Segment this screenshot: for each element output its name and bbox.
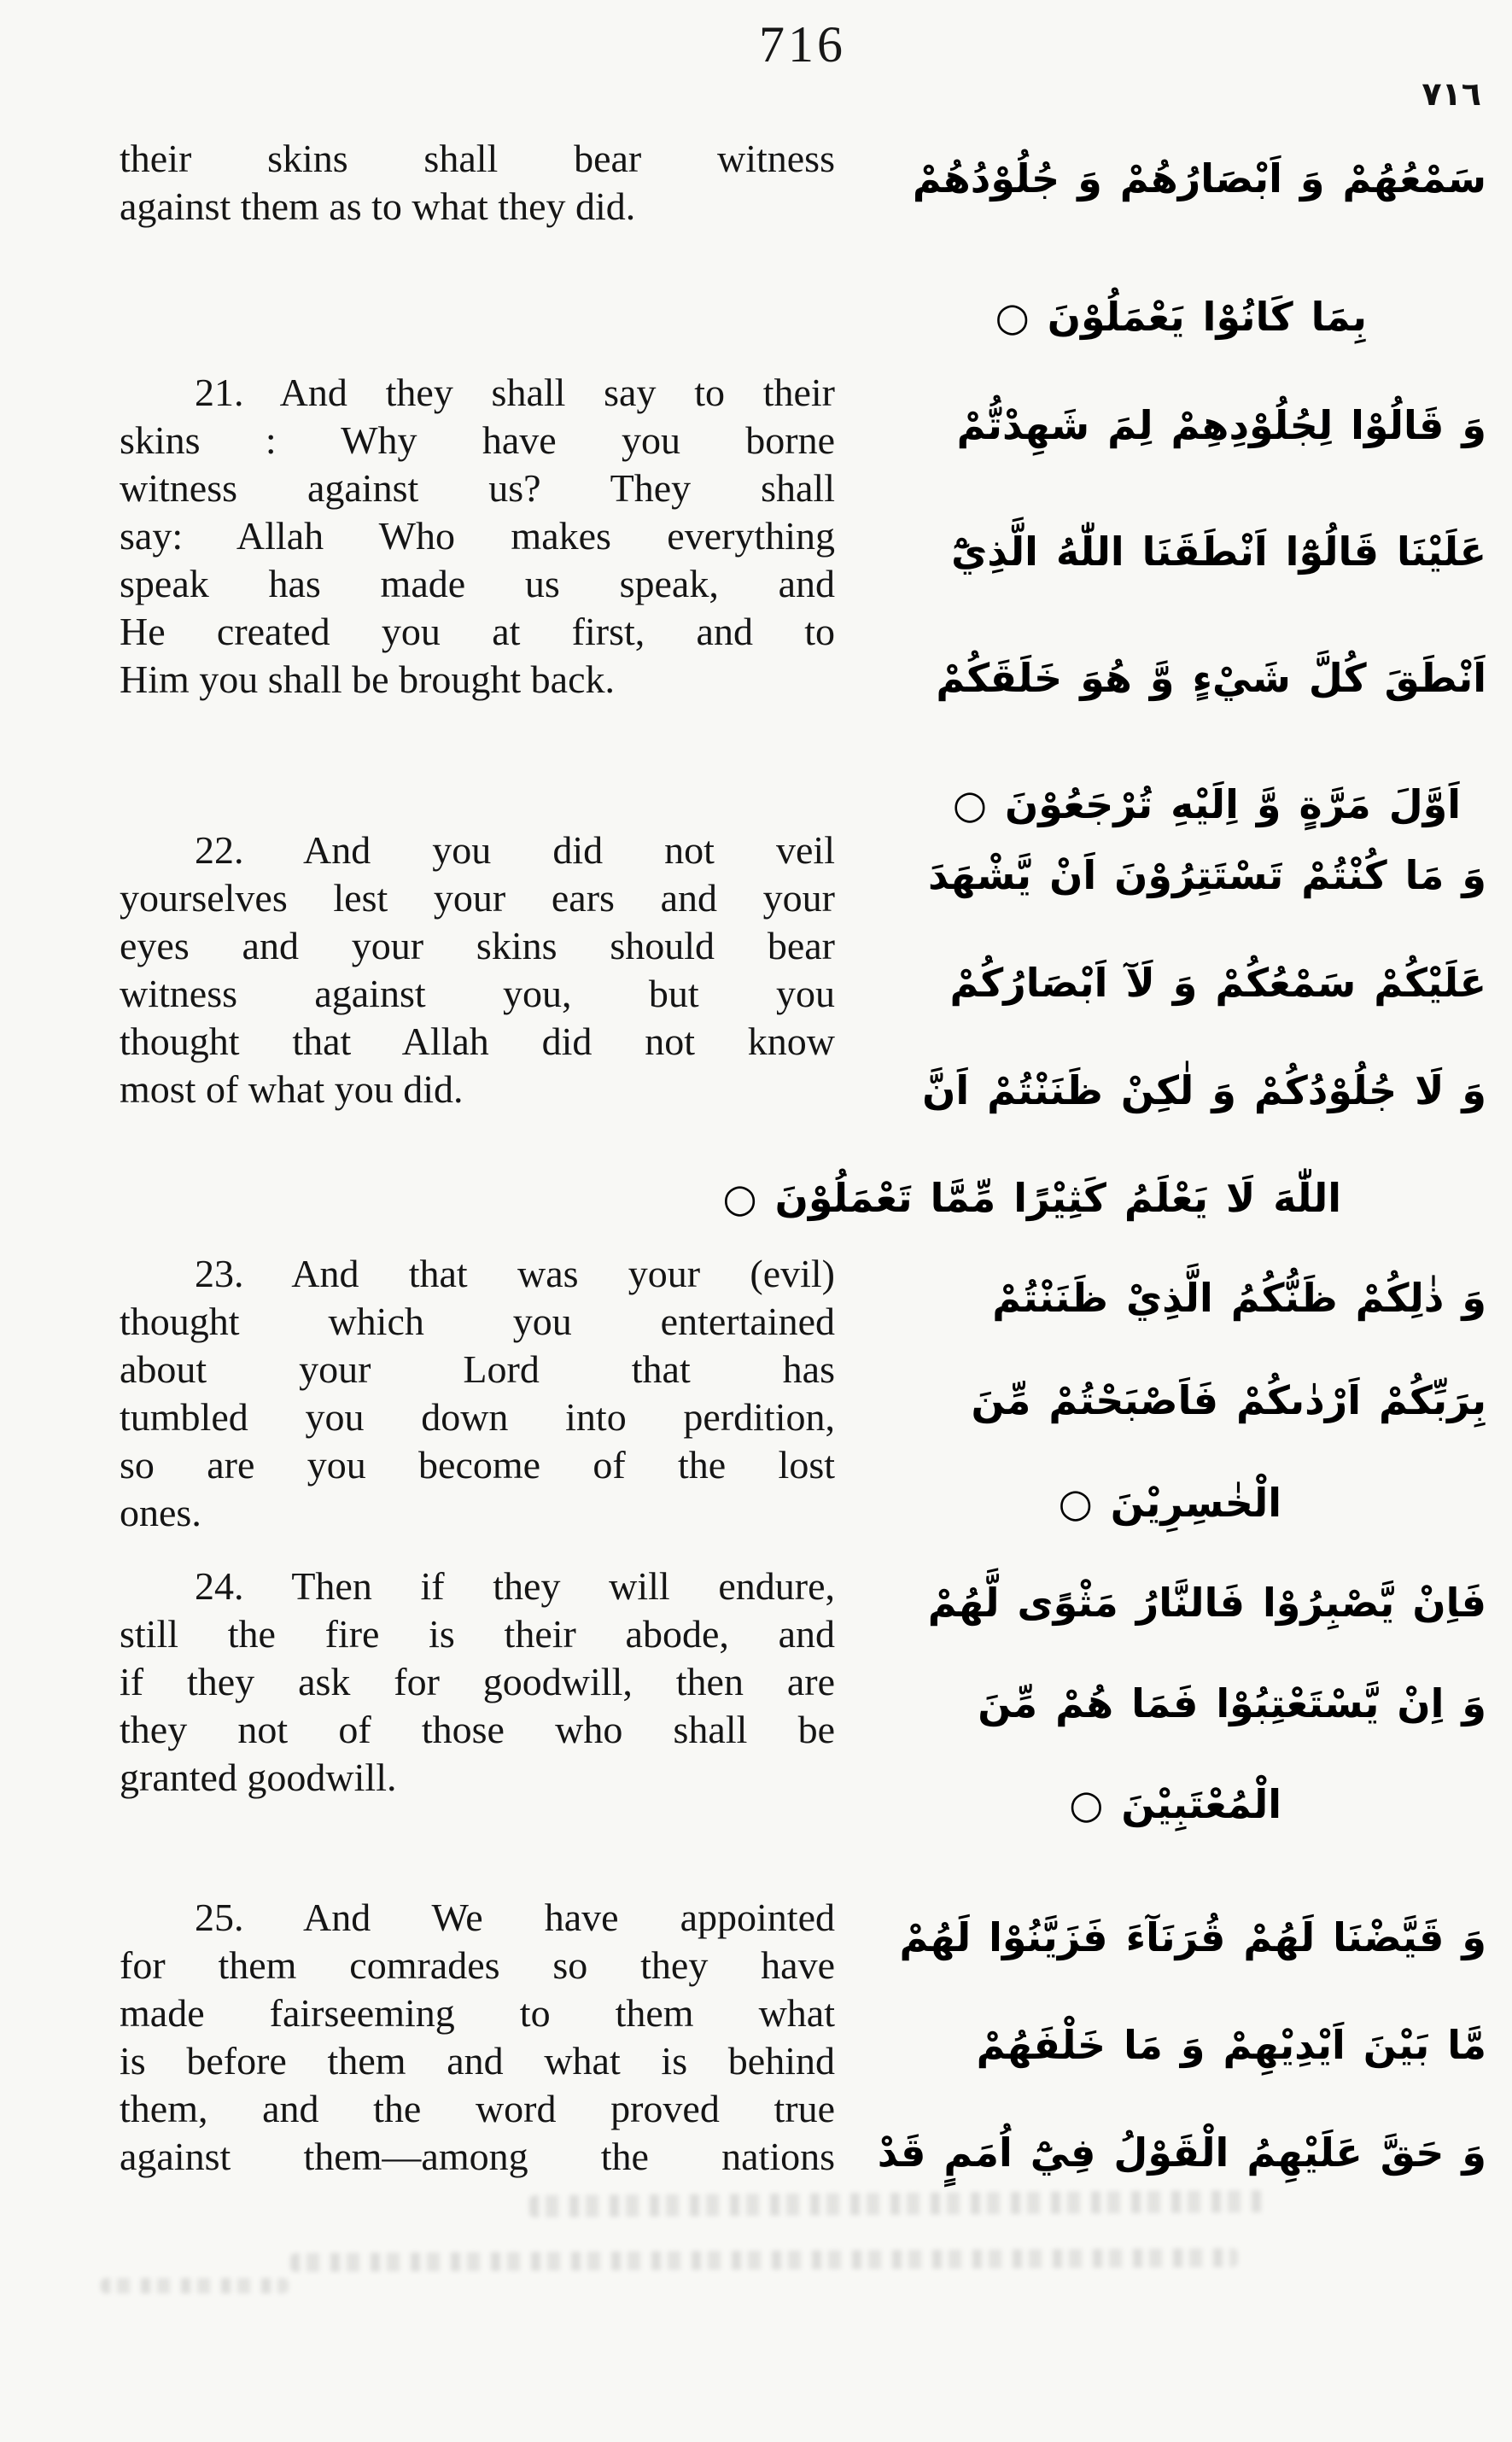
arabic-text-line: عَلَيْكُمْ سَمْعُكُمْ وَ لَآ اَبْصَارُكُمْ	[949, 960, 1486, 1006]
english-text-line: 23. And that was your (evil)	[195, 1252, 835, 1295]
arabic-text-line: وَ لَا جُلُوْدُكُمْ وَ لٰكِنْ ظَنَنْتُمْ اَنَّ	[922, 1067, 1486, 1113]
english-text-line: ones.	[120, 1491, 201, 1534]
arabic-text-line: مَّا بَيْنَ اَيْدِيْهِمْ وَ مَا خَلْفَهُمْ	[976, 2022, 1486, 2068]
arabic-verse-21	[855, 362, 1486, 868]
english-text-line: against them—among the nations	[120, 2135, 835, 2178]
arabic-text-line: الْخٰسِرِيْنَ ○	[1058, 1480, 1281, 1526]
arabic-verse-24	[855, 1552, 1486, 1855]
english-translation-verse-24	[120, 1563, 835, 1802]
english-text-line: witness against you, but you	[120, 972, 835, 1015]
english-text-line: witness against us? They shall	[120, 466, 835, 510]
english-text-line: their skins shall bear witness	[120, 137, 835, 180]
arabic-text-line: اللّٰهَ لَا يَعْلَمُ كَثِيْرًا مِّمَّا تَعْمَلُوْنَ ○	[722, 1175, 1341, 1221]
arabic-verse-25	[855, 1884, 1486, 2206]
english-text-line: so are you become of the lost	[120, 1443, 835, 1487]
english-text-line: 21. And they shall say to their	[195, 371, 835, 414]
english-text-line: for them comrades so they have	[120, 1943, 835, 1987]
english-text-line: say: Allah Who makes everything	[120, 514, 835, 558]
english-text-line: thought that Allah did not know	[120, 1019, 835, 1063]
english-text-line: most of what you did.	[120, 1067, 464, 1111]
arabic-text-line: وَ ذٰلِكُمْ ظَنُّكُمُ الَّذِيْ ظَنَنْتُمْ	[992, 1275, 1486, 1321]
arabic-text-line: الْمُعْتَبِيْنَ ○	[1069, 1781, 1281, 1827]
english-translation-verse-23	[120, 1250, 835, 1537]
arabic-text-line: اَوَّلَ مَرَّةٍ وَّ اِلَيْهِ تُرْجَعُوْنَ ○	[952, 781, 1461, 827]
arabic-text-line: وَ قَيَّضْنَا لَهُمْ قُرَنَآءَ فَزَيَّنُوْا لَهُمْ	[899, 1914, 1486, 1960]
arabic-text-line: فَاِنْ يَّصْبِرُوْا فَالنَّارُ مَثْوًى لَّهُمْ	[927, 1580, 1486, 1626]
english-text-line: if they ask for goodwill, then are	[120, 1660, 835, 1703]
english-text-line: 22. And you did not veil	[195, 828, 835, 872]
english-text-line: them, and the word proved true	[120, 2087, 835, 2130]
english-text-line: made fairseeming to them what	[120, 1991, 835, 2035]
bleed-through-artifact	[529, 2190, 1264, 2217]
english-text-line: 25. And We have appointed	[195, 1896, 835, 1939]
arabic-text-line: وَ مَا كُنْتُمْ تَسْتَتِرُوْنَ اَنْ يَّشْهَدَ	[928, 852, 1486, 898]
english-text-line: 24. Then if they will endure,	[195, 1564, 835, 1608]
english-translation-verse-22	[120, 827, 835, 1113]
arabic-text-line: بِرَبِّكُمْ اَرْدٰىكُمْ فَاَصْبَحْتُمْ مِّنَ	[971, 1377, 1486, 1423]
english-translation-verse-21	[120, 369, 835, 704]
arabic-text-line: وَ اِنْ يَّسْتَعْتِبُوْا فَمَا هُمْ مِّنَ	[978, 1680, 1486, 1726]
arabic-text-line: سَمْعُهُمْ وَ اَبْصَارُهُمْ وَ جُلُوْدُهُمْ	[912, 155, 1486, 202]
english-text-line: still the fire is their abode, and	[120, 1612, 835, 1656]
arabic-verse-23	[855, 1247, 1486, 1554]
arabic-text-line: وَ قَالُوْا لِجُلُوْدِهِمْ لِمَ شَهِدْتُّمْ	[956, 402, 1486, 448]
english-text-line: eyes and your skins should bear	[120, 924, 835, 967]
arabic-verse-22	[722, 821, 1486, 1252]
english-translation-verse-20	[120, 135, 835, 231]
english-text-line: they not of those who shall be	[120, 1708, 835, 1751]
bleed-through-artifact	[290, 2248, 1238, 2272]
bleed-through-artifact	[101, 2278, 289, 2293]
arabic-verse-20	[855, 109, 1486, 386]
english-text-line: tumbled you down into perdition,	[120, 1395, 835, 1439]
english-text-line: skins : Why have you borne	[120, 418, 835, 462]
arabic-text-line: عَلَيْنَا قَالُوْٓا اَنْطَقَنَا اللّٰهُ الَّذِيْٓ	[951, 529, 1486, 575]
english-text-line: granted goodwill.	[120, 1756, 397, 1799]
arabic-page-number: ٧١٦	[1422, 75, 1481, 113]
english-text-line: yourselves lest your ears and your	[120, 876, 835, 920]
english-text-line: He created you at first, and to	[120, 610, 835, 653]
arabic-text-line: اَنْطَقَ كُلَّ شَيْءٍ وَّ هُوَ خَلَقَكُمْ	[936, 655, 1486, 701]
english-text-line: speak has made us speak, and	[120, 562, 835, 605]
english-text-line: Him you shall be brought back.	[120, 657, 616, 701]
english-translation-verse-25	[120, 1894, 835, 2181]
page-number: 716	[759, 16, 846, 73]
english-text-line: thought which you entertained	[120, 1300, 835, 1343]
arabic-text-line: بِمَا كَانُوْا يَعْمَلُوْنَ ○	[995, 294, 1367, 340]
english-text-line: about your Lord that has	[120, 1347, 835, 1391]
arabic-text-line: وَ حَقَّ عَلَيْهِمُ الْقَوْلُ فِيْٓ اُمَمٍ قَدْ	[877, 2129, 1486, 2176]
english-text-line: against them as to what they did.	[120, 184, 636, 228]
english-text-line: is before them and what is behind	[120, 2039, 835, 2083]
